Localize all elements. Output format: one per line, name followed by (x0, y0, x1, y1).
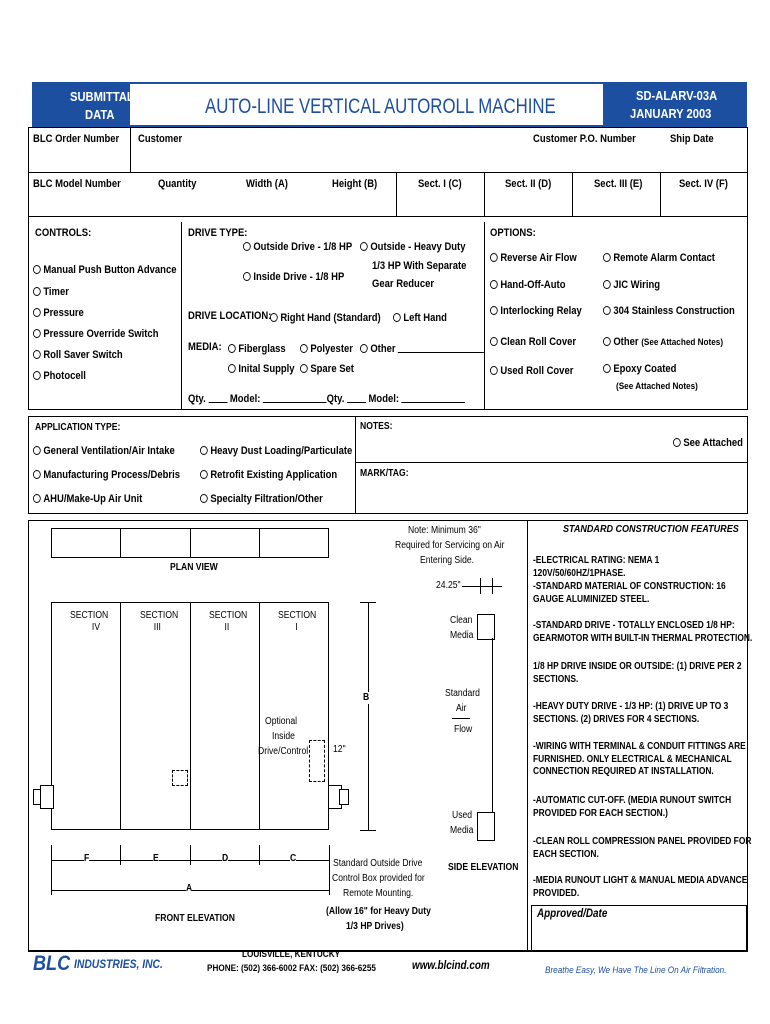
service-note-line3: Entering Side. (420, 555, 475, 566)
dim-12-label: 12" (333, 744, 346, 755)
drive-left-hand[interactable]: Left Hand (393, 312, 447, 325)
optional-drive-marker-right (309, 740, 325, 782)
radio-icon[interactable] (33, 308, 41, 317)
model2-field[interactable] (402, 393, 466, 403)
optional-inside-line2: Inside (272, 731, 295, 742)
radio-icon[interactable] (603, 253, 611, 262)
radio-icon[interactable] (603, 364, 611, 373)
drive-outside-heavy-line2: 1/3 HP With Separate (372, 260, 467, 272)
dim-c-label: C (290, 853, 297, 864)
left-drive-box (40, 785, 54, 809)
standard-air-line2: Air (456, 703, 467, 714)
side-elevation-label: SIDE ELEVATION (448, 862, 519, 873)
radio-icon[interactable] (200, 494, 208, 503)
footer-tagline: Breathe Easy, We Have The Line On Air Filtration. (545, 965, 727, 976)
radio-icon[interactable] (603, 306, 611, 315)
drive-type-title: DRIVE TYPE: (188, 227, 248, 239)
control-manual-push[interactable]: Manual Push Button Advance (33, 264, 176, 277)
submittal-line1: SUBMITTAL (70, 89, 134, 104)
std-outside-line4: (Allow 16" for Heavy Duty (326, 906, 431, 917)
std-outside-line3: Remote Mounting. (343, 888, 414, 899)
blc-order-number-label: BLC Order Number (33, 133, 120, 145)
feature-auto-cutoff: -AUTOMATIC CUT-OFF. (MEDIA RUNOUT SWITCH PROVIDED FOR EACH SECTION.) (533, 794, 732, 819)
mark-tag-label: MARK/TAG: (360, 468, 409, 479)
radio-icon[interactable] (33, 329, 41, 338)
app-general-ventilation[interactable]: General Ventilation/Air Intake (33, 445, 175, 458)
media-initial-supply[interactable]: Inital Supply (228, 363, 295, 376)
notes-title: NOTES: (360, 421, 393, 432)
feature-material: -STANDARD MATERIAL OF CONSTRUCTION: 16 GAUGE ALUMINIZED STEEL. (533, 580, 726, 605)
dim-e-label: E (153, 853, 159, 864)
radio-icon[interactable] (393, 313, 401, 322)
radio-icon[interactable] (270, 313, 278, 322)
customer-label: Customer (138, 133, 183, 145)
front-elevation-label: FRONT ELEVATION (155, 913, 235, 924)
control-roll-saver[interactable]: Roll Saver Switch (33, 349, 123, 362)
option-other[interactable]: Other (See Attached Notes) (603, 336, 723, 349)
radio-icon[interactable] (33, 446, 41, 455)
option-interlocking[interactable]: Interlocking Relay (490, 305, 582, 318)
app-specialty[interactable]: Specialty Filtration/Other (200, 493, 323, 506)
radio-icon[interactable] (33, 494, 41, 503)
footer-location: LOUISVILLE, KENTUCKY (242, 949, 341, 960)
standard-air-line3: Flow (454, 724, 473, 735)
app-retrofit[interactable]: Retrofit Existing Application (200, 469, 337, 482)
radio-icon[interactable] (228, 344, 236, 353)
radio-icon[interactable] (603, 280, 611, 289)
std-outside-line1: Standard Outside Drive (333, 858, 423, 869)
radio-icon[interactable] (243, 272, 251, 281)
radio-icon[interactable] (673, 438, 681, 447)
media-other-field[interactable] (398, 343, 484, 353)
side-elevation-top-box (477, 614, 495, 640)
qty1-field[interactable] (208, 393, 227, 403)
std-outside-line2: Control Box provided for (332, 873, 425, 884)
radio-icon[interactable] (300, 364, 308, 373)
media-label: MEDIA: (188, 341, 222, 353)
radio-icon[interactable] (490, 306, 498, 315)
side-elevation-bottom-box (477, 812, 495, 841)
features-title: STANDARD CONSTRUCTION FEATURES (563, 523, 739, 535)
std-outside-line5: 1/3 HP Drives) (346, 921, 404, 932)
submittal-line2: DATA (85, 107, 115, 122)
application-title: APPLICATION TYPE: (35, 422, 121, 433)
feature-compression-panel: -CLEAN ROLL COMPRESSION PANEL PROVIDED FOR EACH SECTION. (533, 835, 752, 860)
radio-icon[interactable] (33, 350, 41, 359)
notes-see-attached[interactable]: See Attached (673, 437, 743, 450)
radio-icon[interactable] (490, 337, 498, 346)
optional-inside-line3: Drive/Control (258, 746, 309, 757)
control-photocell[interactable]: Photocell (33, 370, 86, 383)
option-clean-roll[interactable]: Clean Roll Cover (490, 336, 576, 349)
optional-drive-marker-left (172, 770, 188, 786)
option-remote-alarm[interactable]: Remote Alarm Contact (603, 252, 715, 265)
option-stainless[interactable]: 304 Stainless Construction (603, 305, 735, 318)
media-fiberglass[interactable]: Fiberglass (228, 343, 286, 356)
sect1-label: Sect. I (C) (418, 178, 462, 190)
feature-heavy-duty-drive: -HEAVY DUTY DRIVE - 1/3 HP: (1) DRIVE UP TO 3 SECTIONS. (2) DRIVES FOR 4 SECTIONS. (533, 700, 729, 725)
media-other[interactable]: Other (360, 343, 484, 356)
media-qty-model-row: Qty. Model: Qty. Model: (188, 393, 465, 406)
section-i-label: SECTION I (278, 610, 317, 633)
feature-electrical: -ELECTRICAL RATING: NEMA 1 120V/50/60HZ/1PHASE. (533, 554, 660, 579)
page-title: AUTO-LINE VERTICAL AUTOROLL MACHINE (205, 95, 556, 118)
document-date: JANUARY 2003 (630, 106, 712, 121)
feature-runout-light: -MEDIA RUNOUT LIGHT & MANUAL MEDIA ADVANCE PROVIDED. (533, 874, 748, 899)
customer-po-label: Customer P.O. Number (533, 133, 636, 145)
radio-icon[interactable] (490, 253, 498, 262)
clean-media-line2: Media (450, 630, 474, 641)
radio-icon[interactable] (228, 364, 236, 373)
drive-location-label: DRIVE LOCATION: (188, 310, 272, 322)
service-note-line2: Required for Servicing on Air (395, 540, 505, 551)
sect3-label: Sect. III (E) (594, 178, 643, 190)
option-hand-off-auto[interactable]: Hand-Off-Auto (490, 279, 565, 292)
option-used-roll[interactable]: Used Roll Cover (490, 365, 573, 378)
radio-icon[interactable] (490, 366, 498, 375)
approved-date-label: Approved/Date (537, 908, 608, 920)
clean-media-line1: Clean (450, 615, 473, 626)
radio-icon[interactable] (360, 242, 368, 251)
sect2-label: Sect. II (D) (505, 178, 552, 190)
dim-a-label: A (186, 883, 193, 894)
app-manufacturing[interactable]: Manufacturing Process/Debris (33, 469, 180, 482)
option-epoxy[interactable]: Epoxy Coated (603, 363, 676, 376)
feature-wiring: -WIRING WITH TERMINAL & CONDUIT FITTINGS ARE FURNISHED. ONLY ELECTRICAL & MECHANICAL CONNECTION REQUIRED AT INSTALLATION. (533, 740, 746, 778)
media-polyester[interactable]: Polyester (300, 343, 353, 356)
optional-inside-line1: Optional (265, 716, 298, 727)
right-drive-shaft (339, 789, 349, 805)
industries-text: INDUSTRIES, INC. (74, 957, 163, 971)
drive-outside-18hp[interactable]: Outside Drive - 1/8 HP (243, 241, 352, 254)
sect4-label: Sect. IV (F) (679, 178, 728, 190)
used-media-line1: Used (452, 810, 473, 821)
width-label: Width (A) (246, 178, 288, 190)
radio-icon[interactable] (300, 344, 308, 353)
blc-logo-text: BLC (33, 952, 71, 975)
dim-b-label: B (363, 692, 370, 703)
ship-date-label: Ship Date (670, 133, 714, 145)
control-pressure[interactable]: Pressure (33, 307, 84, 320)
dim-f-label: F (84, 853, 90, 864)
footer-website[interactable]: www.blcind.com (412, 960, 490, 972)
standard-air-line1: Standard (445, 688, 480, 699)
dim-d-label: D (222, 853, 229, 864)
section-iii-label: SECTION III (140, 610, 179, 633)
quantity-label: Quantity (158, 178, 197, 190)
app-ahu[interactable]: AHU/Make-Up Air Unit (33, 493, 142, 506)
used-media-line2: Media (450, 825, 474, 836)
service-note-line1: Note: Minimum 36" (408, 525, 481, 536)
radio-icon[interactable] (603, 337, 611, 346)
drive-right-hand[interactable]: Right Hand (Standard) (270, 312, 381, 325)
app-heavy-dust[interactable]: Heavy Dust Loading/Particulate (200, 445, 352, 458)
blc-model-number-label: BLC Model Number (33, 178, 121, 190)
radio-icon[interactable] (200, 470, 208, 479)
radio-icon[interactable] (243, 242, 251, 251)
section-iv-label: SECTION IV (70, 610, 109, 633)
plan-view-label: PLAN VIEW (170, 562, 218, 573)
radio-icon[interactable] (200, 446, 208, 455)
feature-drive-inside-outside: 1/8 HP DRIVE INSIDE OR OUTSIDE: (1) DRIVE PER 2 SECTIONS. (533, 660, 742, 685)
options-title: OPTIONS: (490, 227, 536, 239)
option-jic-wiring[interactable]: JIC Wiring (603, 279, 660, 292)
control-pressure-override[interactable]: Pressure Override Switch (33, 328, 158, 341)
drive-outside-heavy-line3: Gear Reducer (372, 278, 435, 290)
radio-icon[interactable] (33, 287, 41, 296)
radio-icon[interactable] (33, 371, 41, 380)
radio-icon[interactable] (33, 470, 41, 479)
control-timer[interactable]: Timer (33, 286, 69, 299)
section-ii-label: SECTION II (209, 610, 248, 633)
model1-field[interactable] (263, 393, 327, 403)
document-number: SD-ALARV-03A (636, 88, 718, 103)
qty2-field[interactable] (347, 393, 366, 403)
media-spare-set[interactable]: Spare Set (300, 363, 354, 376)
drive-outside-heavy[interactable]: Outside - Heavy Duty (360, 241, 465, 254)
footer-phone-fax: PHONE: (502) 366-6002 FAX: (502) 366-6255 (207, 963, 376, 974)
radio-icon[interactable] (360, 344, 368, 353)
radio-icon[interactable] (490, 280, 498, 289)
height-label: Height (B) (332, 178, 378, 190)
option-epoxy-note: (See Attached Notes) (616, 381, 698, 392)
drive-inside-18hp[interactable]: Inside Drive - 1/8 HP (243, 271, 344, 284)
controls-title: CONTROLS: (35, 227, 92, 239)
option-reverse-air[interactable]: Reverse Air Flow (490, 252, 577, 265)
radio-icon[interactable] (33, 265, 41, 274)
feature-standard-drive: -STANDARD DRIVE - TOTALLY ENCLOSED 1/8 HP: GEARMOTOR WITH BUILT-IN THERMAL PROTECTION. (533, 619, 753, 644)
dim-2425-label: 24.25" (436, 580, 461, 591)
